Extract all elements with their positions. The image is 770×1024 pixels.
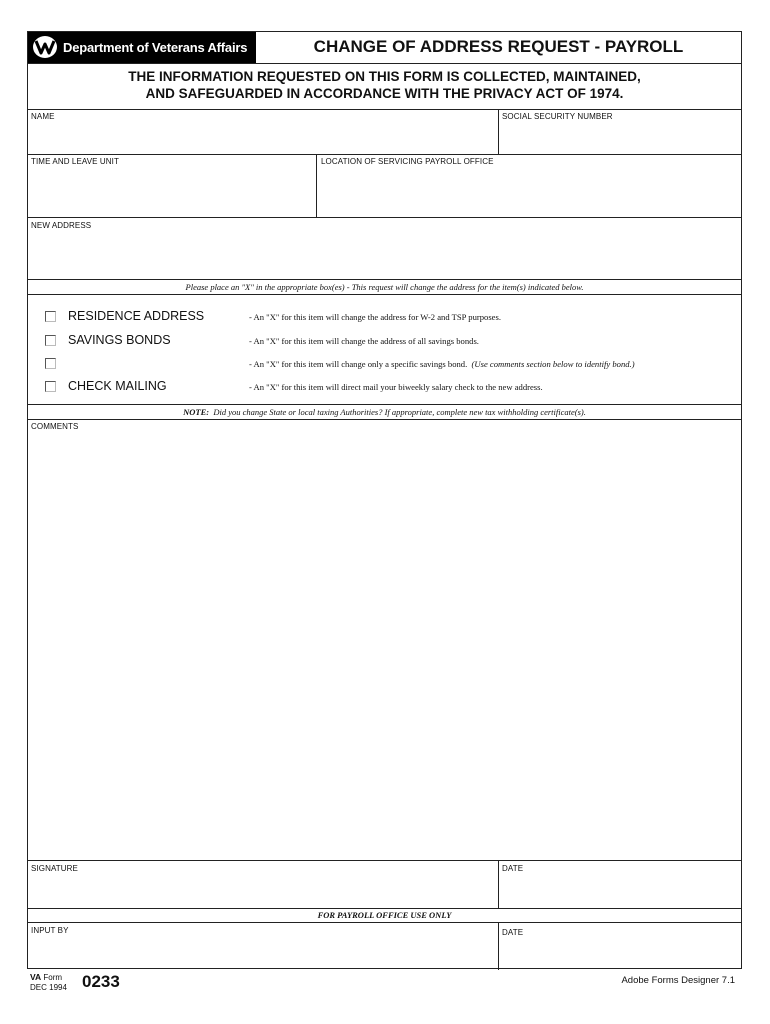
ssn-label: SOCIAL SECURITY NUMBER — [502, 112, 613, 121]
signature-label: SIGNATURE — [31, 864, 78, 873]
check-mailing-checkbox[interactable] — [45, 381, 56, 392]
tax-note: NOTE: Did you change State or local taxing Authorities? If appropriate, complete new tax withholding certificate(s). — [183, 407, 586, 417]
divider — [316, 154, 317, 217]
change-of-address-form — [27, 31, 742, 969]
specific-bond-checkbox[interactable] — [45, 358, 56, 369]
savings-bonds-label: SAVINGS BONDS — [68, 333, 171, 347]
check-mailing-label: CHECK MAILING — [68, 379, 167, 393]
divider — [28, 908, 741, 909]
savings-bonds-desc: - An "X" for this item will change the address of all savings bonds. — [249, 336, 479, 346]
payroll-office-label: LOCATION OF SERVICING PAYROLL OFFICE — [321, 157, 494, 166]
department-banner — [28, 32, 256, 63]
input-by-label: INPUT BY — [31, 926, 69, 935]
divider — [28, 860, 741, 861]
designer-credit: Adobe Forms Designer 7.1 — [621, 975, 735, 986]
form-number: 0233 — [82, 972, 120, 991]
divider — [28, 279, 741, 280]
form-id: VA Form DEC 1994 — [30, 972, 67, 992]
divider — [498, 860, 499, 908]
instructions-text: Please place an "X" in the appropriate box(es) - This request will change the address for the item(s) indicated below. — [185, 282, 584, 292]
time-leave-unit-label: TIME AND LEAVE UNIT — [31, 157, 119, 166]
divider — [28, 922, 741, 923]
va-seal-icon — [32, 35, 58, 59]
divider — [498, 109, 499, 154]
privacy-statement: THE INFORMATION REQUESTED ON THIS FORM IS COLLECTED, MAINTAINED, AND SAFEGUARDED IN ACCORDANCE WITH THE PRIVACY ACT OF 1974. — [128, 69, 641, 101]
payroll-office-use-only: FOR PAYROLL OFFICE USE ONLY — [317, 910, 452, 920]
form-title: CHANGE OF ADDRESS REQUEST - PAYROLL — [313, 37, 684, 56]
specific-bond-desc: - An "X" for this item will change only a specific savings bond. (Use comments section below to identify bond.) — [249, 359, 635, 369]
comments-label: COMMENTS — [31, 422, 79, 431]
divider — [28, 404, 741, 405]
divider — [28, 154, 741, 155]
new-address-label: NEW ADDRESS — [31, 221, 92, 230]
divider — [498, 922, 499, 970]
name-label: NAME — [31, 112, 55, 121]
input-date-label: DATE — [502, 928, 524, 937]
divider — [28, 294, 741, 295]
residence-address-checkbox[interactable] — [45, 311, 56, 322]
residence-address-label: RESIDENCE ADDRESS — [68, 309, 205, 323]
savings-bonds-checkbox[interactable] — [45, 335, 56, 346]
divider — [28, 217, 741, 218]
check-mailing-desc: - An "X" for this item will direct mail your biweekly salary check to the new address. — [249, 382, 543, 392]
divider — [28, 419, 741, 420]
date-label: DATE — [502, 864, 524, 873]
form-header — [28, 32, 741, 64]
residence-address-desc: - An "X" for this item will change the address for W-2 and TSP purposes. — [249, 312, 501, 322]
department-name: Department of Veterans Affairs — [63, 40, 248, 55]
divider — [28, 109, 741, 110]
